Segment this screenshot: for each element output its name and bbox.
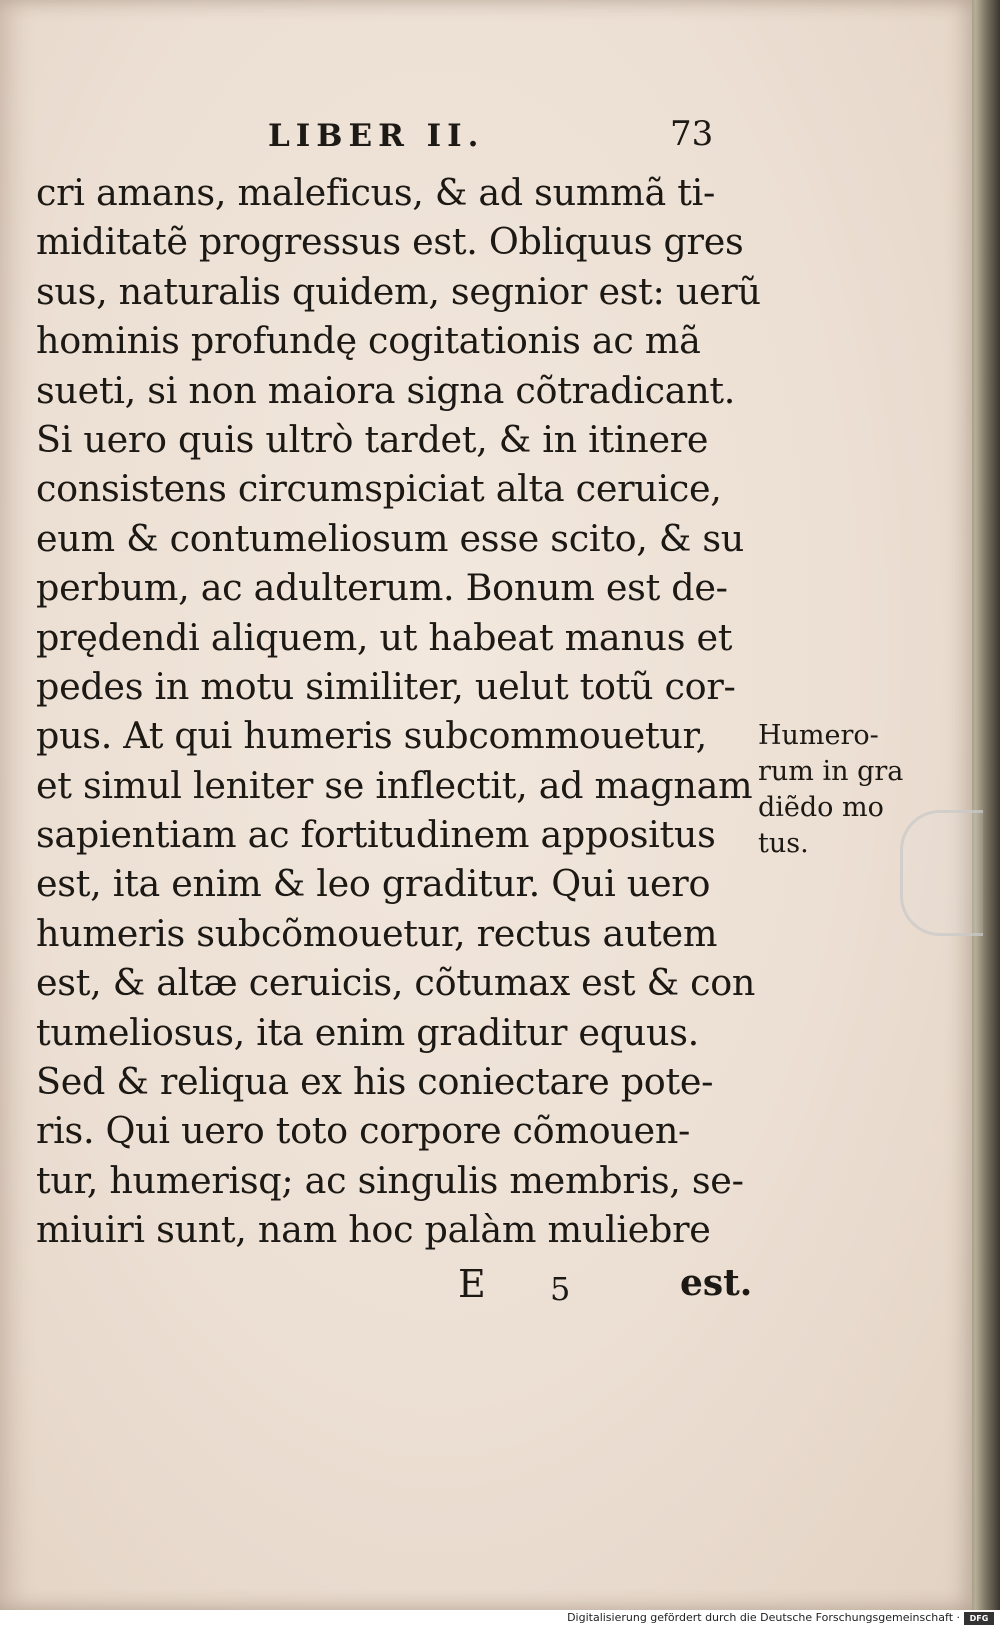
text-line: perbum, ac adulterum. Bonum est de- (36, 566, 728, 610)
margin-note-line: rum in gra (758, 756, 904, 787)
text-line: Sed & reliqua ex his coniectare pote- (36, 1060, 714, 1104)
margin-note (758, 718, 918, 862)
catch-line (0, 1262, 760, 1312)
running-head (0, 114, 740, 158)
text-line: consistens circumspiciat alta ceruice, (36, 467, 722, 511)
text-line: pus. At qui humeris subcommouetur, (36, 714, 707, 758)
digitization-footer (0, 1610, 1000, 1628)
text-line: hominis profundę cogitationis ac mã (36, 319, 701, 363)
catchword: est. (680, 1262, 753, 1304)
text-line: eum & contumeliosum esse scito, & su (36, 516, 744, 560)
text-line: est, ita enim & leo graditur. Qui uero (36, 862, 711, 906)
text-line: pedes in motu similiter, uelut totũ cor- (36, 664, 736, 708)
dfg-logo-icon: DFG (964, 1612, 994, 1625)
margin-note-line: tus. (758, 828, 809, 859)
page-clip (900, 810, 983, 936)
margin-note-line: Humero- (758, 720, 879, 751)
text-line: tumeliosus, ita enim graditur equus. (36, 1010, 699, 1054)
text-line: et simul leniter se inflectit, ad magnam (36, 763, 753, 807)
main-text-block (36, 168, 761, 1255)
margin-note-line: diẽdo mo (758, 792, 884, 823)
text-line: tur, humerisq; ac singulis membris, se- (36, 1158, 744, 1202)
signature-number: 5 (550, 1270, 571, 1308)
footer-credit: Digitalisierung gefördert durch die Deutsche Forschungsgemeinschaft · (567, 1611, 960, 1624)
text-line: cri amans, maleficus, & ad summã ti- (36, 171, 715, 214)
text-line: sueti, si non maiora signa cõtradicant. (36, 368, 736, 412)
text-line: Si uero quis ultrò tardet, & in itinere (36, 417, 709, 461)
text-line: sapientiam ac fortitudinem appositus (36, 813, 716, 857)
text-line: sus, naturalis quidem, segnior est: uerũ (36, 269, 761, 313)
text-line: miditatẽ progressus est. Obliquus gres (36, 220, 744, 264)
text-line: miuiri sunt, nam hoc palàm muliebre (36, 1208, 711, 1252)
text-line: est, & altæ ceruicis, cõtumax est & con (36, 961, 756, 1005)
page-number: 73 (670, 114, 714, 154)
text-line: prędendi aliquem, ut habeat manus et (36, 615, 733, 659)
running-head-title: LIBER II. (268, 118, 485, 154)
text-line: ris. Qui uero toto corpore cõmouen- (36, 1109, 691, 1153)
signature-mark: E (458, 1262, 486, 1306)
text-line: humeris subcõmouetur, rectus autem (36, 911, 718, 955)
